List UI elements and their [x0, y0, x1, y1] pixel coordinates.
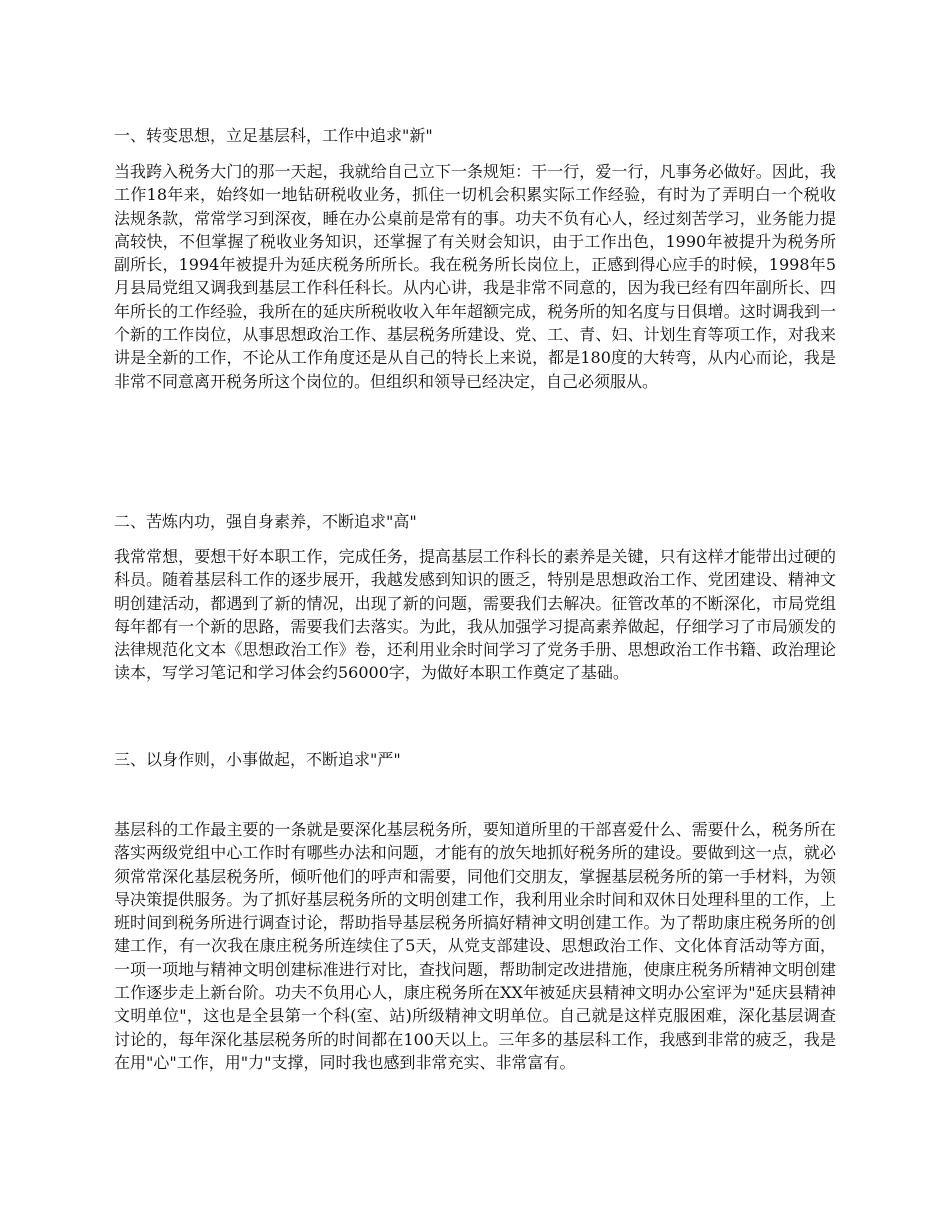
section-1-heading: 一、转变思想，立足基层科，工作中追求"新": [114, 126, 433, 145]
section-1-paragraph: 当我跨入税务大门的那一天起，我就给自己立下一条规矩：干一行，爱一行，凡事务必做好。因此，我工作18年来，始终如一地钻研税收业务，抓住一切机会积累实际工作经验，有时为了弄明白一个税收法规条款，常常学习到深夜，睡在办公桌前是常有的事。功夫不负有心人，经过刻苦学习，业务能力提高较快，不但掌握了税收业务知识，还掌握了有关财会知识，由于工作出色，1990年被提升为税务所副所长，1994年被提升为延庆税务所所长。我在税务所长岗位上，正感到得心应手的时候，1998年5月县局党组又调我到基层工作科任科长。从内心讲，我是非常不同意的，因为我已经有四年副所长、四年所长的工作经验，我所在的延庆所税收收入年年超额完成，税务所的知名度与日俱增。这时调我到一个新的工作岗位，从事思想政治工作、基层税务所建设、党、工、青、妇、计划生育等项工作，对我来讲是全新的工作，不论从工作角度还是从自己的特长上来说，都是180度的大转弯，从内心而论，我是非常不同意离开税务所这个岗位的。但组织和领导已经决定，自己必须服从。: [114, 162, 836, 391]
section-3-paragraph: 基层科的工作最主要的一条就是要深化基层税务所，要知道所里的干部喜爱什么、需要什么，税务所在落实两级党组中心工作时有哪些办法和问题，才能有的放矢地抓好税务所的建设。要做到这一点，就必须常常深化基层税务所，倾听他们的呼声和需要，同他们交朋友，掌握基层税务所的第一手材料，为领导决策提供服务。为了抓好基层税务所的文明创建工作，我利用业余时间和双休日处理科里的工作，上班时间到税务所进行调查讨论，帮助指导基层税务所搞好精神文明创建工作。为了帮助康庄税务所的创建工作，有一次我在康庄税务所连续住了5天，从党支部建设、思想政治工作、文化体育活动等方面，一项一项地与精神文明创建标准进行对比，查找问题，帮助制定改进措施，使康庄税务所精神文明创建工作逐步走上新台阶。功夫不负用心人，康庄税务所在XX年被延庆县精神文明办公室评为"延庆县精神文明单位"，这也是全县第一个科(室、站)所级精神文明单位。自己就是这样克服困难，深化基层调查讨论的，每年深化基层税务所的时间都在100天以上。三年多的基层科工作，我感到非常的疲乏，我是在用"心"工作，用"力"支撑，同时我也感到非常充实、非常富有。: [114, 820, 836, 1072]
section-2-paragraph: 我常常想，要想干好本职工作，完成任务，提高基层工作科长的素养是关键，只有这样才能带出过硬的科员。随着基层科工作的逐步展开，我越发感到知识的匮乏，特别是思想政治工作、党团建设、精神文明创建活动，都遇到了新的情况，出现了新的问题，需要我们去解决。征管改革的不断深化，市局党组每年都有一个新的思路，需要我们去落实。为此，我从加强学习提高素养做起，仔细学习了市局颁发的法律规范化文本《思想政治工作》卷，还利用业余时间学习了党务手册、思想政治工作书籍、政治理论读本，写学习笔记和学习体会约56000字，为做好本职工作奠定了基础。: [114, 547, 836, 683]
section-2-heading: 二、苦炼内功，强自身素养，不断追求"高": [114, 512, 417, 531]
section-3-heading: 三、以身作则，小事做起，不断追求"严": [114, 750, 401, 769]
